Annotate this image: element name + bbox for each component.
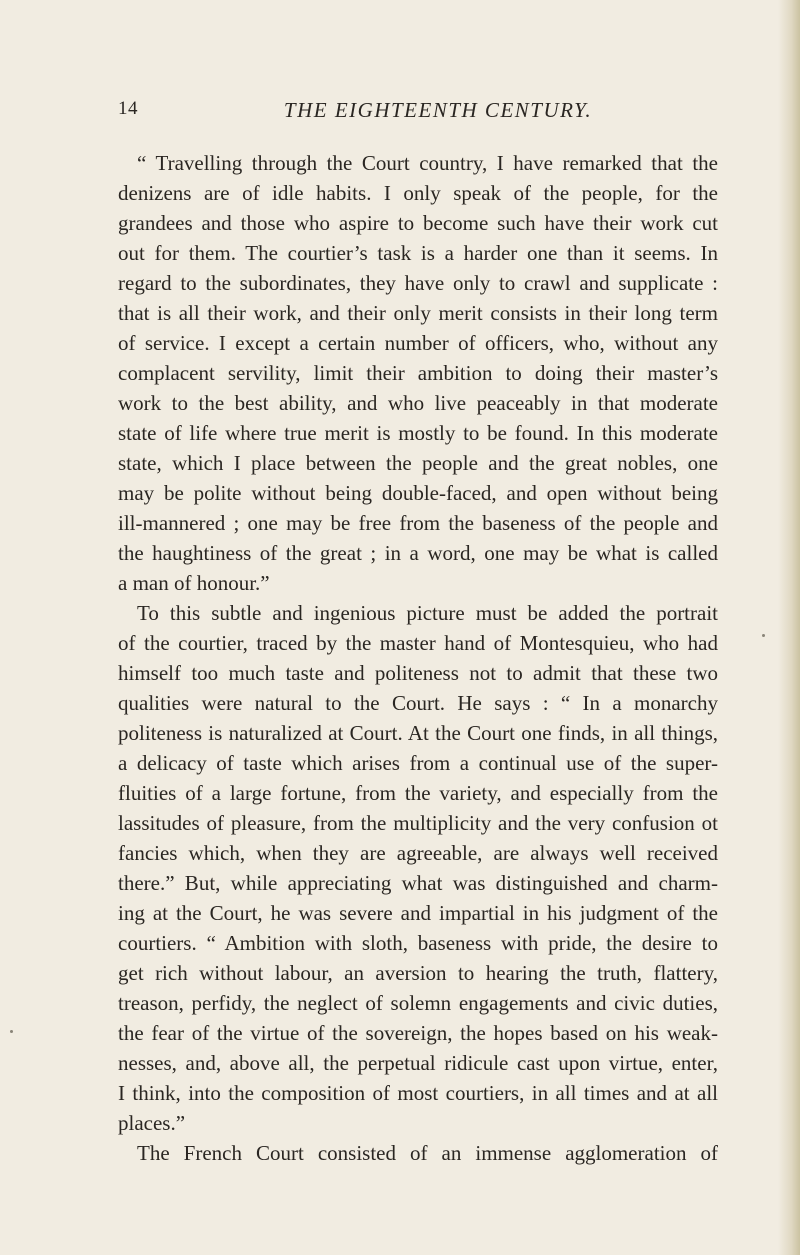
text-line: get rich without labour, an aversion to hearing the truth, flattery, — [118, 961, 718, 985]
text-line: work to the best ability, and who live peaceably in that moderate — [118, 391, 718, 415]
page-number: 14 — [118, 98, 138, 119]
text-line: places.” — [118, 1111, 186, 1135]
text-line: a delicacy of taste which arises from a continual use of the super- — [118, 751, 718, 775]
text-line: the fear of the virtue of the sovereign, the hopes based on his weak- — [118, 1021, 718, 1045]
text-line: fluities of a large fortune, from the variety, and especially from the — [118, 781, 718, 805]
running-title: THE EIGHTEENTH CENTURY. — [283, 98, 593, 122]
text-line: fancies which, when they are agreeable, are always well received — [118, 841, 718, 865]
text-line: courtiers. “ Ambition with sloth, baseness with pride, the desire to — [118, 931, 718, 955]
paper-speck — [762, 634, 765, 637]
text-line: regard to the subordinates, they have only to crawl and supplicate : — [118, 271, 718, 295]
text-line: nesses, and, above all, the perpetual ridicule cast upon virtue, enter, — [118, 1051, 718, 1075]
text-line: politeness is naturalized at Court. At the Court one finds, in all things, — [118, 721, 718, 745]
text-line: qualities were natural to the Court. He says : “ In a monarchy — [118, 691, 718, 715]
text-line: of the courtier, traced by the master hand of Montesquieu, who had — [118, 631, 718, 655]
text-line: I think, into the composition of most courtiers, in all times and at all — [118, 1081, 718, 1105]
text-line: out for them. The courtier’s task is a harder one than it seems. In — [118, 241, 718, 265]
text-line: “ Travelling through the Court country, I have remarked that the — [137, 151, 718, 175]
text-line: The French Court consisted of an immense agglomeration of — [137, 1141, 718, 1165]
text-line: may be polite without being double-faced, and open without being — [118, 481, 718, 505]
paper-speck — [10, 1030, 13, 1033]
text-line: the haughtiness of the great ; in a word, one may be what is called — [118, 541, 718, 565]
text-line: denizens are of idle habits. I only speak of the people, for the — [118, 181, 718, 205]
page-header — [118, 98, 718, 128]
text-line: state of life where true merit is mostly to be found. In this moderate — [118, 421, 718, 445]
text-line: himself too much taste and politeness not to admit that these two — [118, 661, 718, 685]
body-text — [118, 148, 718, 1168]
text-line: a man of honour.” — [118, 571, 270, 595]
text-line: complacent servility, limit their ambition to doing their master’s — [118, 361, 718, 385]
text-line: ill-mannered ; one may be free from the baseness of the people and — [118, 511, 718, 535]
text-line: ing at the Court, he was severe and impartial in his judgment of the — [118, 901, 718, 925]
text-line: of service. I except a certain number of officers, who, without any — [118, 331, 718, 355]
text-line: there.” But, while appreciating what was distinguished and charm- — [118, 871, 718, 895]
text-line: lassitudes of pleasure, from the multiplicity and the very confusion ot — [118, 811, 718, 835]
text-line: state, which I place between the people and the great nobles, one — [118, 451, 718, 475]
text-line: To this subtle and ingenious picture must be added the portrait — [137, 601, 718, 625]
text-line: that is all their work, and their only merit consists in their long term — [118, 301, 718, 325]
text-line: grandees and those who aspire to become such have their work cut — [118, 211, 718, 235]
text-line: treason, perfidy, the neglect of solemn engagements and civic duties, — [118, 991, 718, 1015]
page-edge-shadow — [778, 0, 800, 1255]
